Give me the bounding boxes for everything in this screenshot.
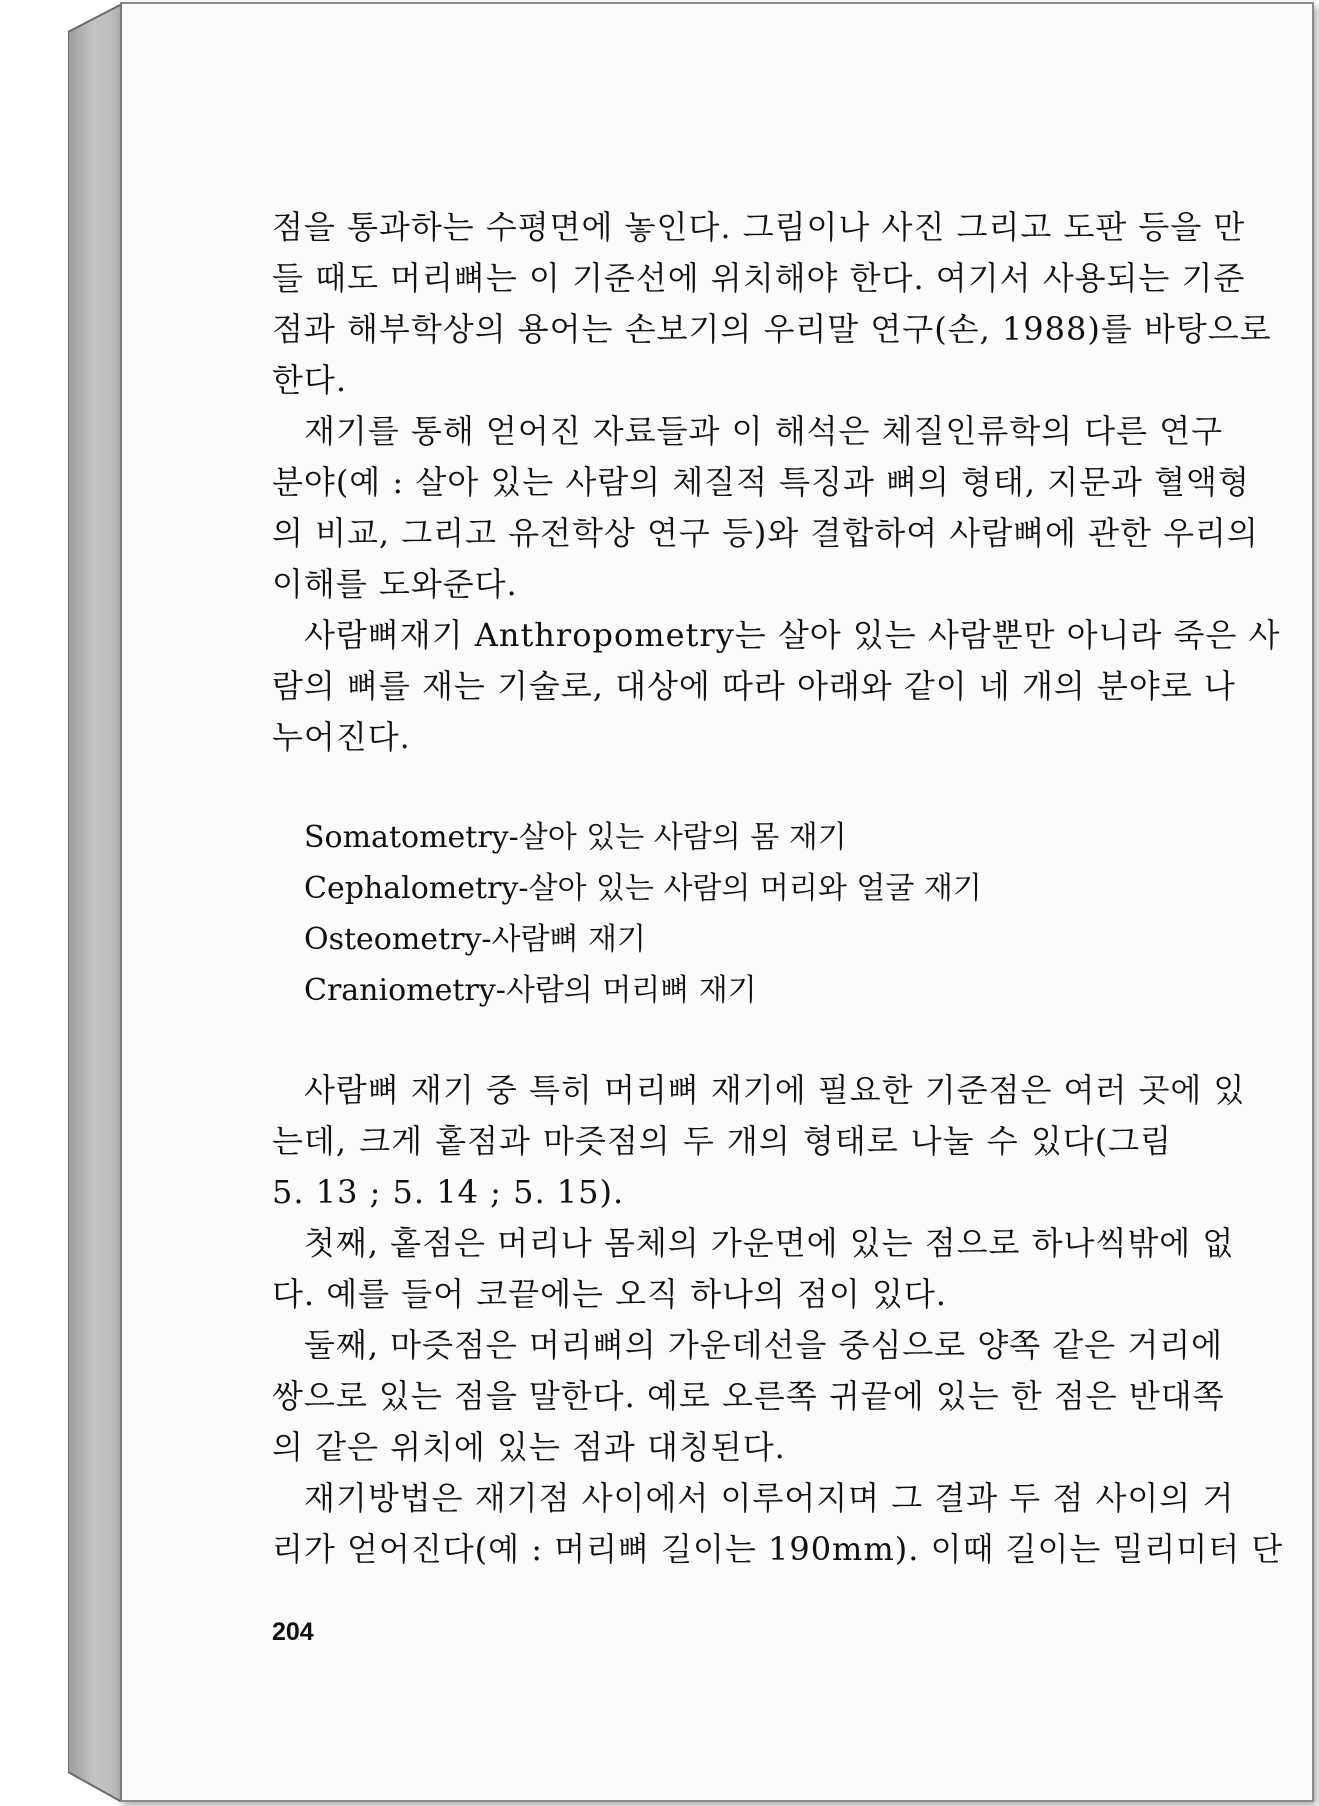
text-line: 분야(예 : 살아 있는 사람의 체질적 특징과 뼈의 형태, 지문과 혈액형 xyxy=(272,463,1250,501)
list-item: Somatometry-살아 있는 사람의 몸 재기 xyxy=(304,820,847,855)
paragraph-1 xyxy=(272,202,1272,406)
text-line: 한다. xyxy=(272,361,347,399)
text-line: 는데, 크게 홑점과 마즛점의 두 개의 형태로 나눌 수 있다(그림 xyxy=(272,1122,1172,1160)
page-body xyxy=(272,202,1284,1575)
paragraph-2 xyxy=(272,406,1259,610)
paragraph-7 xyxy=(272,1473,1284,1575)
paragraph-5 xyxy=(272,1218,1235,1320)
text-line: 재기방법은 재기점 사이에서 이루어지며 그 결과 두 점 사이의 거 xyxy=(304,1479,1235,1517)
text-line: 재기를 통해 얻어진 자료들과 이 해석은 체질인류학의 다른 연구 xyxy=(304,412,1224,450)
list-item: Craniometry-사람의 머리뼈 재기 xyxy=(304,973,757,1008)
text-line: 들 때도 머리뼈는 이 기준선에 위치해야 한다. 여기서 사용되는 기준 xyxy=(272,259,1246,297)
text-line: 5. 13 ; 5. 14 ; 5. 15). xyxy=(272,1173,625,1211)
text-line: 첫째, 홑점은 머리나 몸체의 가운면에 있는 점으로 하나씩밖에 없 xyxy=(304,1224,1235,1262)
measurement-types-list xyxy=(304,812,1172,1016)
text-line: 다. 예를 들어 코끝에는 오직 하나의 점이 있다. xyxy=(272,1275,947,1313)
paragraph-4 xyxy=(272,1065,1246,1218)
text-line: 쌍으로 있는 점을 말한다. 예로 오른쪽 귀끝에 있는 한 점은 반대쪽 xyxy=(272,1377,1225,1415)
text-line: 리가 얻어진다(예 : 머리뼈 길이는 190mm). 이때 길이는 밀리미터 단 xyxy=(272,1530,1284,1568)
text-line: 의 비교, 그리고 유전학상 연구 등)와 결합하여 사람뼈에 관한 우리의 xyxy=(272,514,1259,552)
text-line: 둘째, 마즛점은 머리뼈의 가운데선을 중심으로 양쪽 같은 거리에 xyxy=(304,1326,1224,1364)
list-item: Osteometry-사람뼈 재기 xyxy=(304,922,646,957)
book-spine-edge xyxy=(68,4,122,1802)
paragraph-3 xyxy=(272,610,1281,763)
text-line: 이해를 도와준다. xyxy=(272,565,518,603)
page-number: 204 xyxy=(272,1618,314,1646)
text-line: 점과 해부학상의 용어는 손보기의 우리말 연구(손, 1988)를 바탕으로 xyxy=(272,310,1272,348)
text-line: 사람뼈 재기 중 특히 머리뼈 재기에 필요한 기준점은 여러 곳에 있 xyxy=(304,1071,1246,1109)
text-line: 람의 뼈를 재는 기술로, 대상에 따라 아래와 같이 네 개의 분야로 나 xyxy=(272,667,1236,705)
text-line: 점을 통과하는 수평면에 놓인다. 그림이나 사진 그리고 도판 등을 만 xyxy=(272,208,1246,246)
paragraph-6 xyxy=(272,1320,1225,1473)
text-line: 누어진다. xyxy=(272,718,411,756)
list-item: Cephalometry-살아 있는 사람의 머리와 얼굴 재기 xyxy=(304,871,982,906)
text-line: 사람뼈재기 Anthropometry는 살아 있는 사람뿐만 아니라 죽은 사 xyxy=(304,616,1281,654)
book-page xyxy=(120,2,1314,1802)
text-line: 의 같은 위치에 있는 점과 대칭된다. xyxy=(272,1428,786,1466)
